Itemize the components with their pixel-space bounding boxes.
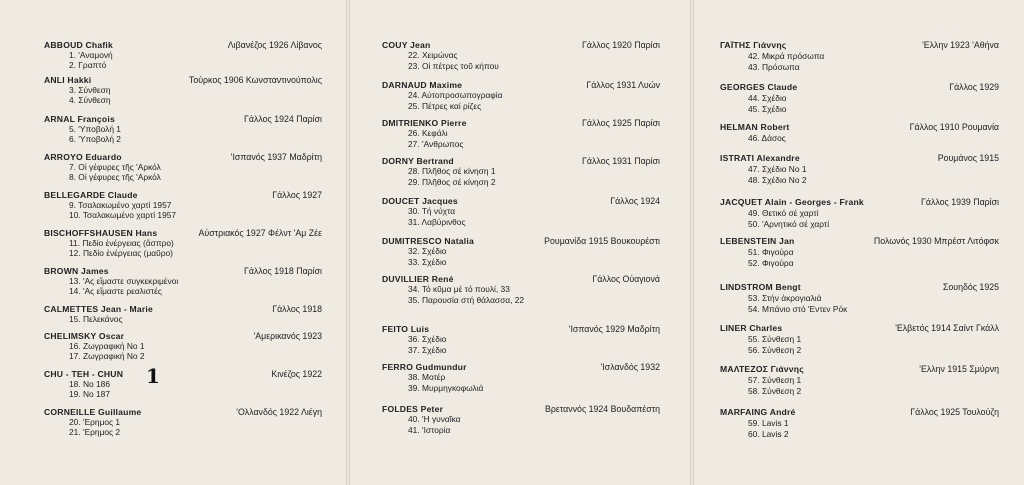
artist-nationality-year-birthplace: Γάλλος 1910 Ρουμανία xyxy=(909,122,999,132)
artwork-title: 43. Πρόσωπα xyxy=(748,62,800,72)
artist-name: CHU - TEH - CHUN xyxy=(44,369,124,379)
artist-nationality-year-birthplace: Γάλλος 1925 Τουλούζη xyxy=(910,407,999,417)
artwork-title: 27. 'Ανθρωπος xyxy=(408,139,464,149)
artwork-title: 31. Λαβύρινθος xyxy=(408,217,466,227)
artist-name: CORNEILLE Guillaume xyxy=(44,407,142,417)
artwork-title: 48. Σχέδιο Νο 2 xyxy=(748,175,807,185)
artwork-title: 5. 'Υποβολή 1 xyxy=(69,124,121,134)
artwork-title: 24. Αὐτοπροσωπογραφία xyxy=(408,90,503,100)
artist-nationality-year-birthplace: Τούρκος 1906 Κωνσταντινούπολις xyxy=(188,75,322,85)
artwork-title: 50. 'Αρνητικό σέ χαρτί xyxy=(748,219,830,229)
artist-nationality-year-birthplace: Γάλλος Οὐαγιονά xyxy=(592,274,660,284)
artist-nationality-year-birthplace: 'Ισπανός 1937 Μαδρίτη xyxy=(230,152,322,162)
artwork-title: 3. Σύνθεση xyxy=(69,85,111,95)
artwork-title: 40. 'Η γυναῖκα xyxy=(408,414,461,424)
artwork-title: 25. Πέτρες καί ρίζες xyxy=(408,101,482,111)
artwork-title: 42. Μικρά πρόσωπα xyxy=(748,51,825,61)
artwork-title: 2. Γραπτό xyxy=(69,60,107,70)
artwork-title: 4. Σύνθεση xyxy=(69,95,111,105)
artwork-title: 33. Σχέδιο xyxy=(408,257,447,267)
artist-name: ΜΑΛΤΕΖΟΣ Γιάννης xyxy=(720,364,804,374)
artist-nationality-year-birthplace: Γάλλος 1918 Παρίσι xyxy=(244,266,322,276)
artwork-title: 8. Οἱ γέφυρες τῆς 'Αρκόλ xyxy=(69,172,161,182)
artist-name: ISTRATI Alexandre xyxy=(720,153,800,163)
artist-name: DOUCET Jacques xyxy=(382,196,458,206)
artwork-title: 55. Σύνθεση 1 xyxy=(748,334,802,344)
artwork-title: 57. Σύνθεση 1 xyxy=(748,375,802,385)
artwork-title: 49. Θετικό σέ χαρτί xyxy=(748,208,819,218)
artist-name: FERRO Gudmundur xyxy=(382,362,467,372)
artwork-title: 56. Σύνθεση 2 xyxy=(748,345,802,355)
artist-name: LINER Charles xyxy=(720,323,783,333)
artist-name: FEITO Luis xyxy=(382,324,430,334)
artist-name: DUMITRESCO Natalia xyxy=(382,236,474,246)
handwritten-number-mark: 1 xyxy=(146,364,160,388)
artist-name: ΓΑΪΤΗΣ Γιάννης xyxy=(720,40,787,50)
artwork-title: 38. Μοτέρ xyxy=(408,372,446,382)
artist-nationality-year-birthplace: Γάλλος 1924 Παρίσι xyxy=(244,114,322,124)
artist-nationality-year-birthplace: Βρεταννός 1924 Βουδαπέστη xyxy=(545,404,660,414)
artwork-title: 17. Ζωγραφική Νο 2 xyxy=(69,351,145,361)
artwork-title: 41. 'Ιστορία xyxy=(408,425,451,435)
artist-nationality-year-birthplace: 'Ολλανδός 1922 Λιέγη xyxy=(236,407,322,417)
artwork-title: 6. 'Υποβολή 2 xyxy=(69,134,121,144)
catalogue-page-middle xyxy=(350,0,690,485)
artist-name: DORNY Bertrand xyxy=(382,156,454,166)
artist-name: DUVILLIER René xyxy=(382,274,454,284)
artwork-title: 35. Παρουσία στή θάλασσα, 22 xyxy=(408,295,525,305)
artist-nationality-year-birthplace: Γάλλος 1931 Λυών xyxy=(586,80,660,90)
artist-name: ARNAL François xyxy=(44,114,115,124)
artwork-title: 11. Πεδίο ἐνέργειας (ἄσπρο) xyxy=(69,238,174,248)
artwork-title: 29. Πλῆθος σέ κίνηση 2 xyxy=(408,177,496,187)
artwork-title: 54. Μπάνιο στό 'Εντεν Ρόκ xyxy=(748,304,848,314)
artwork-title: 59. Lavis 1 xyxy=(748,418,789,428)
artist-name: FOLDES Peter xyxy=(382,404,444,414)
artwork-title: 58. Σύνθεση 2 xyxy=(748,386,802,396)
artist-nationality-year-birthplace: Ρουμανίδα 1915 Βουκουρέστι xyxy=(544,236,660,246)
artwork-title: 51. Φιγούρα xyxy=(748,247,794,257)
artwork-title: 47. Σχέδιο Νο 1 xyxy=(748,164,807,174)
artist-nationality-year-birthplace: Γάλλος 1931 Παρίσι xyxy=(582,156,660,166)
artist-nationality-year-birthplace: Πολωνός 1930 Μπρέστ Λιτόφσκ xyxy=(873,236,999,246)
artist-name: LEBENSTEIN Jan xyxy=(720,236,795,246)
artwork-title: 14. 'Ας εἴμαστε ρεαλιστές xyxy=(69,286,162,296)
artist-nationality-year-birthplace: 'Ελβετός 1914 Σαίντ Γκάλλ xyxy=(895,323,999,333)
artwork-title: 28. Πλῆθος σέ κίνηση 1 xyxy=(408,166,496,176)
artist-name: CHELIMSKY Oscar xyxy=(44,331,125,341)
artist-nationality-year-birthplace: Γάλλος 1927 xyxy=(272,190,322,200)
artist-nationality-year-birthplace: Γάλλος 1925 Παρίσι xyxy=(582,118,660,128)
artwork-title: 36. Σχέδιο xyxy=(408,334,447,344)
artist-name: GEORGES Claude xyxy=(720,82,798,92)
catalogue-page-left xyxy=(0,0,346,485)
artist-nationality-year-birthplace: Ρουμάνος 1915 xyxy=(937,153,999,163)
artist-name: DARNAUD Maxime xyxy=(382,80,463,90)
artwork-title: 1. 'Αναμονή xyxy=(69,50,113,60)
artwork-title: 15. Πελεκάνος xyxy=(69,314,123,324)
artwork-title: 12. Πεδίο ἐνέργειας (μαῦρο) xyxy=(69,248,173,258)
artist-nationality-year-birthplace: 'Ισπανός 1929 Μαδρίτη xyxy=(568,324,660,334)
artist-name: ARROYO Eduardo xyxy=(44,152,122,162)
artist-nationality-year-birthplace: Κινέζος 1922 xyxy=(271,369,322,379)
artist-nationality-year-birthplace: Γάλλος 1929 xyxy=(949,82,999,92)
artwork-title: 46. Δάσος xyxy=(748,133,786,143)
artist-nationality-year-birthplace: 'Ελλην 1923 'Αθήνα xyxy=(922,40,999,50)
artist-nationality-year-birthplace: 'Ισλανδός 1932 xyxy=(600,362,660,372)
artist-nationality-year-birthplace: Σουηδός 1925 xyxy=(942,282,999,292)
artwork-title: 52. Φιγούρα xyxy=(748,258,794,268)
artist-name: CALMETTES Jean - Marie xyxy=(44,304,153,314)
artwork-title: 20. 'Ερημος 1 xyxy=(69,417,121,427)
artist-nationality-year-birthplace: 'Ελλην 1915 Σμύρνη xyxy=(919,364,999,374)
artwork-title: 37. Σχέδιο xyxy=(408,345,447,355)
artist-name: BROWN James xyxy=(44,266,109,276)
artwork-title: 19. Νο 187 xyxy=(69,389,110,399)
artist-name: HELMAN Robert xyxy=(720,122,790,132)
artist-name: MARFAING André xyxy=(720,407,796,417)
artist-nationality-year-birthplace: Γάλλος 1918 xyxy=(272,304,322,314)
artwork-title: 45. Σχέδιο xyxy=(748,104,787,114)
artist-name: JACQUET Alain - Georges - Frank xyxy=(720,197,864,207)
artwork-title: 60. Lavis 2 xyxy=(748,429,789,439)
artist-nationality-year-birthplace: Λιβανέζος 1926 Λίβανος xyxy=(227,40,322,50)
artist-name: ABBOUD Chafik xyxy=(44,40,113,50)
artwork-title: 39. Μυρμηγκοφωλιά xyxy=(408,383,484,393)
artist-name: ANLI Hakki xyxy=(44,75,92,85)
artwork-title: 18. Νο 186 xyxy=(69,379,110,389)
artwork-title: 44. Σχέδιο xyxy=(748,93,787,103)
artwork-title: 16. Ζωγραφική Νο 1 xyxy=(69,341,145,351)
artwork-title: 7. Οἱ γέφυρες τῆς 'Αρκόλ xyxy=(69,162,161,172)
artwork-title: 22. Χειμώνας xyxy=(408,50,458,60)
artwork-title: 53. Στήν ἀκρογιαλιά xyxy=(748,293,822,303)
artist-name: BELLEGARDE Claude xyxy=(44,190,138,200)
artwork-title: 30. Τή νύχτα xyxy=(408,206,456,216)
artist-nationality-year-birthplace: Γάλλος 1924 xyxy=(610,196,660,206)
artist-name: COUY Jean xyxy=(382,40,431,50)
artwork-title: 13. 'Ας εἴμαστε συγκεκριμένοι xyxy=(69,276,179,286)
artist-name: BISCHOFFSHAUSEN Hans xyxy=(44,228,158,238)
artist-nationality-year-birthplace: Αὐστριακός 1927 Φέλντ 'Αμ Ζέε xyxy=(198,228,322,238)
artist-nationality-year-birthplace: Γάλλος 1920 Παρίσι xyxy=(582,40,660,50)
artist-name: DMITRIENKO Pierre xyxy=(382,118,467,128)
artist-nationality-year-birthplace: Γάλλος 1939 Παρίσι xyxy=(921,197,999,207)
artwork-title: 26. Κεφάλι xyxy=(408,128,448,138)
catalogue-page-right xyxy=(694,0,1024,485)
artwork-title: 10. Τσαλακωμένο χαρτί 1957 xyxy=(69,210,177,220)
artist-name: LINDSTROM Bengt xyxy=(720,282,801,292)
artwork-title: 23. Οἱ πέτρες τοῦ κήπου xyxy=(408,61,499,71)
artwork-title: 34. Τό κῦμα μέ τό πουλί, 33 xyxy=(408,284,510,294)
artwork-title: 21. 'Ερημος 2 xyxy=(69,427,121,437)
artwork-title: 9. Τσαλακωμένο χαρτί 1957 xyxy=(69,200,172,210)
artist-nationality-year-birthplace: 'Αμερικανός 1923 xyxy=(253,331,322,341)
artwork-title: 32. Σχέδιο xyxy=(408,246,447,256)
